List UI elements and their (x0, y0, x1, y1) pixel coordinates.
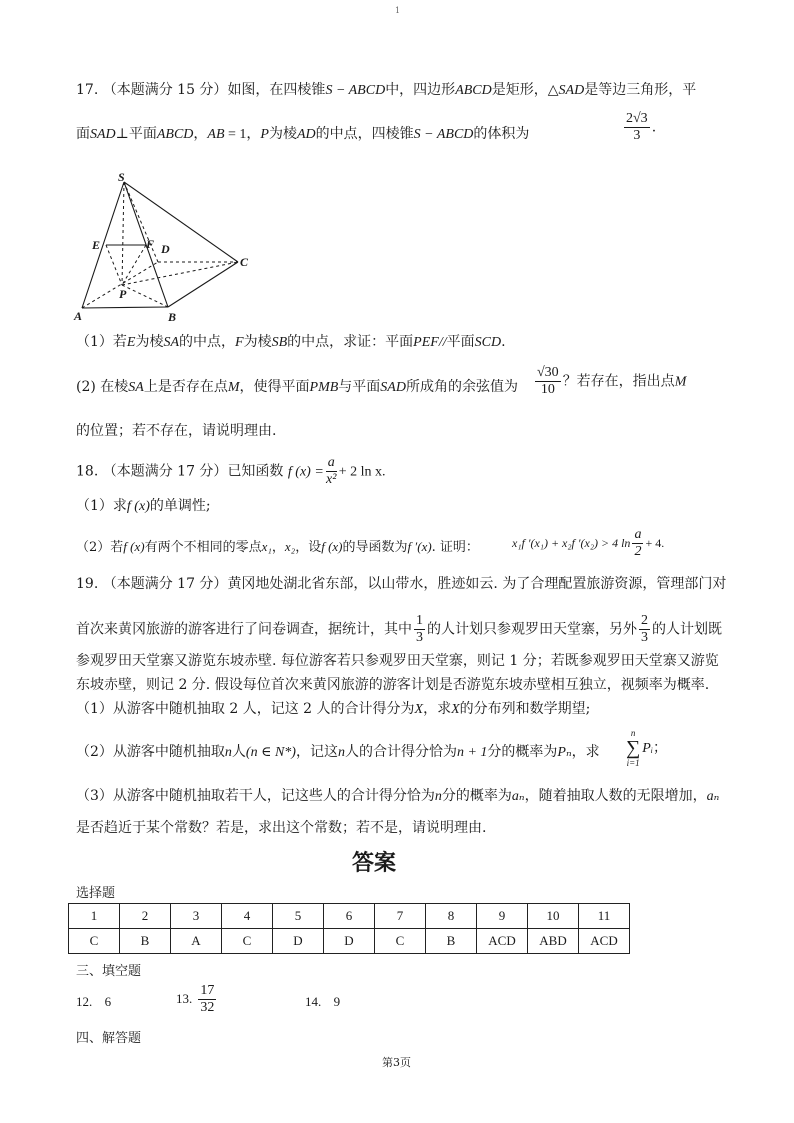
q17-text: ⊥平面 (115, 126, 157, 142)
q19-text: 首次来黄冈旅游的游客进行了问卷调查，据统计，其中 (76, 621, 412, 638)
label-C: C (240, 255, 249, 269)
fill-value: 9 (333, 994, 341, 1009)
q19-text: 的分布列和数学期望; (459, 701, 591, 717)
q19-text: 的人计划只参观罗田天堂寨，另外 (427, 621, 637, 638)
fraction-numerator: 17 (200, 983, 215, 998)
math-pn: Pₙ (557, 745, 572, 760)
table-cell: 11 (579, 904, 630, 929)
sum-upper: n (630, 728, 636, 738)
math-pef: PEF (413, 335, 439, 350)
q17-text: 与平面 (338, 379, 381, 395)
q17-text: （1）若 (76, 334, 127, 350)
table-cell: C (222, 929, 273, 954)
answer-title: 答案 (352, 851, 397, 876)
q19-text: 是否趋近于某个常数？若是，求出这个常数；若不是，请说明理由. (76, 820, 487, 836)
fraction-denominator: x² (326, 472, 337, 487)
q18-text: ， (271, 540, 285, 555)
table-cell: C (69, 929, 120, 954)
q19-line2 (76, 613, 722, 646)
sum-lower: i=1 (626, 758, 640, 768)
q17-text: ， (193, 126, 208, 142)
label-F: F (146, 237, 155, 251)
math-rest: + 2 ln x. (338, 464, 386, 480)
fill-value: 6 (104, 994, 112, 1009)
q19-part3 (76, 786, 719, 807)
q19-line1 (76, 574, 726, 594)
math-x: X (451, 702, 460, 717)
q17-text: 的体积为 (473, 126, 530, 142)
volume-numerator: 2√3 (626, 111, 648, 126)
table-cell: ABD (528, 929, 579, 954)
fill-number: 14. (305, 994, 322, 1009)
fill-number: 13. (176, 991, 193, 1006)
q19-text: 的人计划既 (652, 621, 722, 638)
q19-text: （3）从游客中随机抽取若干人，记这些人的合计得分恰为 (76, 788, 435, 804)
label-B: B (168, 310, 177, 324)
table-cell: A (171, 929, 222, 954)
table-cell: 3 (171, 904, 222, 929)
table-cell: 4 (222, 904, 273, 929)
q17-text: 的中点，求证：平面 (287, 334, 414, 350)
fraction-one-third (414, 613, 425, 646)
math-n: n (434, 789, 442, 804)
q18-stem (76, 455, 386, 488)
table-cell: ACD (477, 929, 528, 954)
q18-part1 (76, 496, 211, 517)
table-row-numbers (69, 904, 630, 929)
label-A: A (74, 309, 83, 323)
math-sad: SAD (90, 127, 116, 142)
fill-number: 12. (76, 994, 93, 1009)
choice-label: 选择题 (76, 886, 116, 901)
math-n: n (224, 745, 232, 760)
q19-text: ，记这 (295, 744, 338, 760)
math-pyramid: S − ABCD (413, 127, 474, 142)
q17-text: ，使得平面 (239, 379, 310, 395)
label-S: S (118, 170, 125, 184)
q17-text: 是等边三角形，平 (584, 82, 697, 98)
label-D: D (161, 242, 170, 256)
math-sa: SA (163, 335, 180, 350)
math-p: P (260, 127, 269, 142)
math-e: E (126, 335, 136, 350)
fraction-denominator: 32 (200, 1000, 215, 1015)
label-E: E (92, 238, 101, 252)
q18-text: 已知函数 (227, 463, 284, 480)
q18-number: 18. (76, 463, 99, 480)
q17-text: 的中点， (179, 334, 236, 350)
q17-text: 中，四边形 (385, 82, 456, 98)
q17-part1 (76, 332, 506, 353)
fraction-denominator: 3 (641, 630, 648, 645)
q18-text: 的单调性; (149, 498, 211, 514)
math-fx: f (x) (123, 539, 145, 554)
q18-text: . 证明： (431, 540, 479, 555)
q19-text: 分的概率为 (441, 788, 512, 804)
math-an: aₙ (511, 789, 525, 804)
math-m: M (674, 374, 687, 390)
page-number: 第3页 (382, 1056, 411, 1069)
q19-text: 黄冈地处湖北省东部，以山带水，胜迹如云. 为了合理配置旅游资源，管理部门对 (227, 576, 727, 592)
q17-text: ？若存在，指出点 (562, 373, 675, 390)
q18-score: （本题满分 17 分） (102, 463, 228, 480)
table-row-choices (69, 929, 630, 954)
table-cell: 6 (324, 904, 375, 929)
fraction-two-thirds (639, 613, 650, 646)
math-pmb: PMB (309, 380, 339, 395)
q19-score: （本题满分 17 分） (102, 576, 228, 592)
cos-denominator: 10 (540, 382, 555, 397)
math-an: aₙ (706, 789, 720, 804)
q19-text: ，求 (571, 744, 600, 760)
table-cell: 9 (477, 904, 528, 929)
fill-answer-14 (305, 994, 340, 1010)
summation (624, 728, 667, 768)
math-f: F (235, 335, 244, 350)
q19-text: ，求 (423, 701, 452, 717)
ln-denominator: 2 (634, 544, 642, 559)
fill-answer-12 (76, 994, 111, 1010)
q17-line1 (76, 80, 696, 101)
q18-text: （2）若 (76, 540, 124, 555)
header-mark: 1 (395, 6, 401, 15)
math-n-plus-1: n + 1 (456, 745, 488, 760)
volume-denominator: 3 (633, 128, 641, 143)
math-pi: Pᵢ (642, 741, 654, 756)
q19-line4 (76, 675, 709, 695)
q17-score: （本题满分 15 分） (102, 82, 228, 98)
math-x2: x₂ (284, 539, 296, 554)
fraction-denominator: 3 (416, 630, 423, 645)
q17-text: 的位置；若不存在，请说明理由. (76, 423, 277, 439)
math-parallel: // (438, 335, 447, 350)
ln-numerator: a (634, 527, 642, 542)
q17-part2 (76, 377, 518, 398)
q18-part2 (76, 537, 479, 558)
table-cell: B (426, 929, 477, 954)
pyramid-figure (72, 168, 262, 326)
q18-text: 的导函数为 (342, 540, 408, 555)
math-pyramid: S − ABCD (325, 83, 386, 98)
q19-text: （2）从游客中随机抽取 (76, 744, 225, 760)
math-n: n (337, 745, 345, 760)
q19-text: 参观罗田天堂寨又游览东坡赤壁. 每位游客若只参观罗田天堂寨，则记 1 分；若既参观罗田天堂寨又游览 (76, 653, 719, 669)
q17-text: 如图，在四棱锥 (227, 82, 326, 98)
answer-table (68, 903, 630, 954)
math-m: M (227, 380, 240, 395)
q19-text: （1）从游客中随机抽取 2 人，记这 2 人的合计得分为 (76, 701, 415, 717)
math-fx: f (x) (126, 499, 150, 514)
math-x: X (414, 702, 424, 717)
q18-text: （1）求 (76, 498, 127, 514)
q17-text: 所成角的余弦值为 (405, 379, 518, 395)
q17-text: 平面 (446, 334, 475, 350)
table-cell: 1 (69, 904, 120, 929)
math-fx: f (x) = (287, 464, 324, 480)
q18-text: 有两个不相同的零点 (144, 540, 262, 555)
table-cell: 2 (120, 904, 171, 929)
q17-text: 的中点，四棱锥 (315, 126, 414, 142)
q19-part1 (76, 699, 590, 720)
math-end: + 4. (645, 536, 665, 550)
q17-text: 上是否存在点 (143, 379, 228, 395)
q19-text: 分的概率为 (487, 744, 558, 760)
fill-answer-13 (176, 983, 218, 1016)
q19-line3 (76, 651, 719, 671)
table-cell: 8 (426, 904, 477, 929)
math-fprime: f ′(x) (407, 539, 432, 554)
table-cell: B (120, 929, 171, 954)
q19-number: 19. (76, 576, 99, 592)
math-abcd: ABCD (156, 127, 194, 142)
math-condition: (n ∈ N*) (245, 745, 296, 760)
math-fx: f (x) (321, 539, 343, 554)
q19-text: 人 (231, 744, 246, 760)
math-sa: SA (128, 380, 144, 395)
q19-text: ，随着抽取人数的无限增加， (524, 788, 707, 804)
label-P: P (119, 287, 127, 301)
math-ab: AB (207, 127, 225, 142)
q17-number: 17. (76, 82, 99, 98)
math-ad: AD (296, 127, 316, 142)
q17-text: 为棱 (268, 126, 297, 142)
math-sad: SAD (380, 380, 406, 395)
q17-text: 为棱 (135, 334, 164, 350)
math-inequality: x₁f ′(x₁) + x₂f ′(x₂) > 4 ln (512, 536, 631, 550)
q19-part3-cont (76, 818, 486, 838)
math-x1: x₁ (261, 539, 272, 554)
q19-text: 东坡赤壁，则记 2 分. 假设每位首次来黄冈旅游的游客计划是否游览东坡赤壁相互独立，视频率为概率. (76, 677, 710, 693)
sum-symbol (626, 728, 640, 768)
q17-period: . (651, 119, 657, 136)
math-sb: SB (271, 335, 288, 350)
cosine-fraction (533, 365, 686, 398)
q17-text: 是矩形，△ (491, 82, 559, 98)
q17-text: 面 (76, 126, 90, 142)
fraction-numerator: 1 (416, 613, 423, 628)
table-cell: 10 (528, 904, 579, 929)
q18-inequality (512, 527, 664, 560)
cos-numerator: √30 (537, 365, 559, 380)
table-cell: C (375, 929, 426, 954)
table-cell: 7 (375, 904, 426, 929)
table-cell: D (324, 929, 375, 954)
q19-text: 人的合计得分恰为 (344, 744, 457, 760)
q17-text: (2) 在棱 (76, 379, 129, 395)
q17-line2 (76, 124, 529, 145)
q17-part2-cont (76, 421, 276, 441)
q17-text: 为棱 (243, 334, 272, 350)
q19-text: ； (653, 740, 668, 756)
table-cell: 5 (273, 904, 324, 929)
math-eq: = 1， (224, 127, 261, 142)
math-abcd: ABCD (455, 83, 492, 98)
q18-fraction (326, 455, 337, 488)
q17-text: . (501, 334, 506, 350)
fraction-numerator: 2 (641, 613, 648, 628)
q18-text: ，设 (295, 540, 322, 555)
math-scd: SCD (474, 335, 502, 350)
solve-label: 四、解答题 (76, 1031, 142, 1046)
math-sad: SAD (558, 83, 585, 98)
table-cell: D (273, 929, 324, 954)
volume-fraction (622, 111, 656, 144)
q19-part2 (76, 742, 600, 763)
fraction-numerator: a (327, 455, 335, 470)
sum-sigma: ∑ (626, 737, 641, 759)
table-cell: ACD (579, 929, 630, 954)
fill-label: 三、填空题 (76, 964, 142, 979)
